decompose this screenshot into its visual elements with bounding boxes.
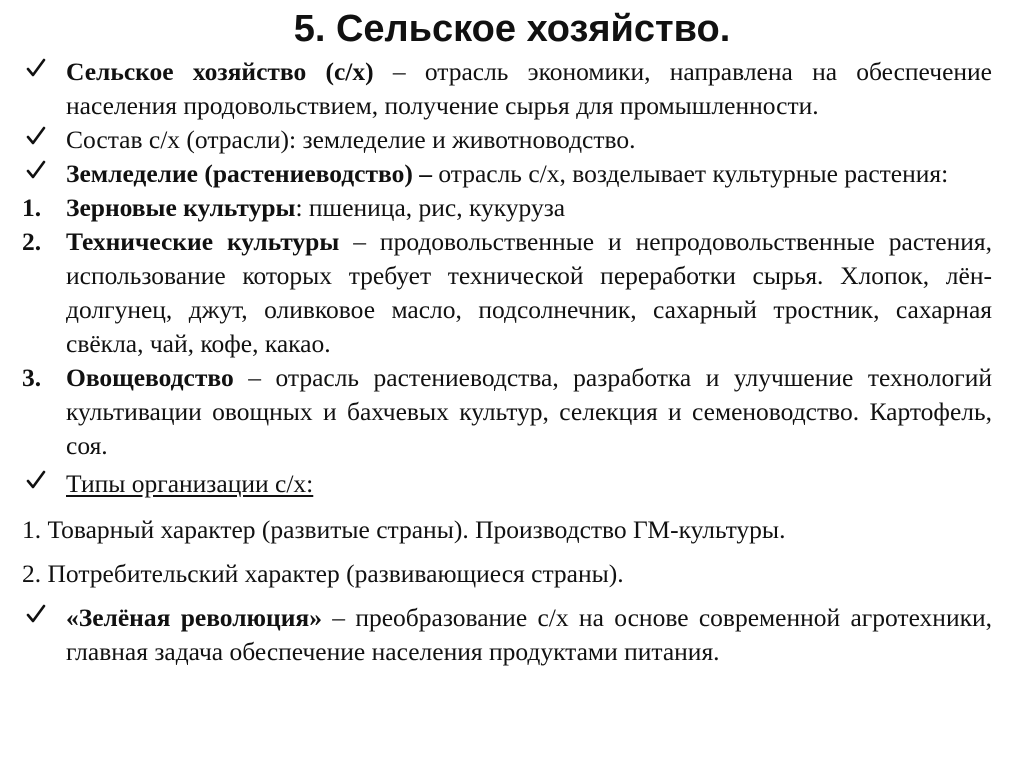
bullet-item: [22, 467, 992, 501]
section-heading: Типы организации с/х:: [66, 469, 314, 498]
definition-text: – преобразование с/х на основе современной агротехники, главная задача обеспечение населения продуктами питания.: [66, 603, 992, 666]
numbered-item: [22, 361, 992, 463]
bullet-text: Состав с/х (отрасли): земледелие и животноводство.: [66, 125, 636, 154]
item-number: 2.: [22, 227, 42, 256]
definition-text: : пшеница, рис, кукуруза: [295, 193, 566, 222]
definition-text: – отрасль растениеводства, разработка и улучшение технологий культивации овощных и бахчевых культур, селекция и семеноводство. Картофель, соя.: [66, 363, 992, 460]
definition-text: – продовольственные и непродовольственные растения, использование которых требует технической переработки сырья. Хлопок, лён-долгунец, джут, оливковое масло, подсолнечник, сахарный тростник, сахарная свёкла, чай, кофе, какао.: [66, 227, 992, 358]
bullet-item: [22, 601, 992, 669]
plain-line: 2. Потребительский характер (развивающиеся страны).: [22, 559, 624, 588]
bullet-item: [22, 157, 992, 191]
check-icon: [22, 157, 62, 191]
slide-content: [22, 55, 992, 669]
check-icon: [22, 123, 62, 157]
definition-text: отрасль с/х, возделывает культурные растения:: [431, 159, 949, 188]
term-text: Овощеводство: [66, 363, 234, 392]
bullet-item: [22, 55, 992, 123]
item-number: 1.: [22, 193, 42, 222]
term-text: Технические культуры: [66, 227, 340, 256]
check-icon: [22, 55, 62, 89]
item-number: 3.: [22, 363, 42, 392]
bullet-item: [22, 123, 992, 157]
slide-title: 5. Сельское хозяйство.: [293, 8, 731, 50]
term-text: Земледелие (растениеводство) –: [66, 159, 432, 188]
plain-line: 1. Товарный характер (развитые страны). Производство ГМ-культуры.: [22, 515, 786, 544]
check-icon: [22, 601, 62, 635]
term-text: Зерновые культуры: [66, 193, 296, 222]
term-text: Сельское хозяйство (с/х): [66, 57, 374, 86]
definition-text: – отрасль экономики, направлена на обеспечение населения продовольствием, получение сырья для промышленности.: [66, 57, 992, 120]
numbered-item: [22, 191, 992, 225]
numbered-item: [22, 225, 992, 361]
check-icon: [22, 467, 62, 501]
term-text: «Зелёная революция»: [66, 603, 322, 632]
